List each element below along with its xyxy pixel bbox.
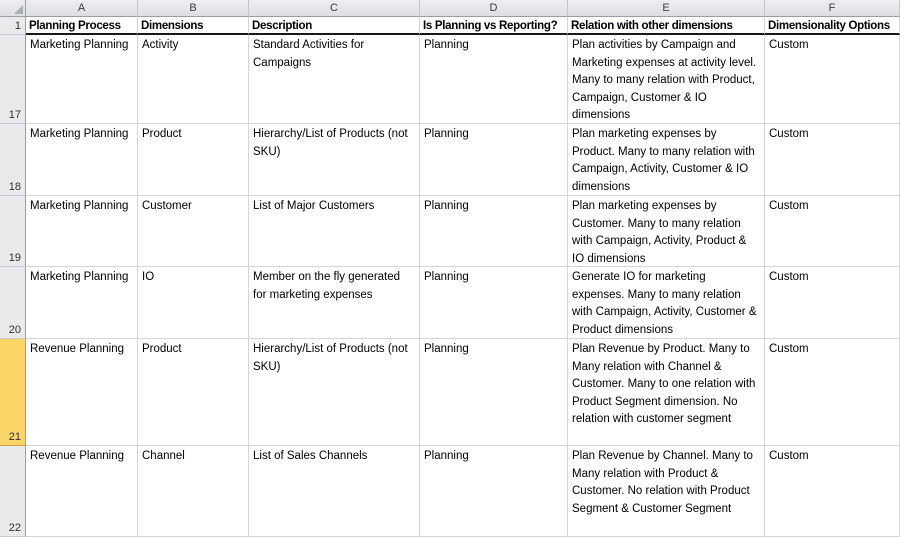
cell-f1-dimensionality-options[interactable]: Dimensionality Options bbox=[765, 17, 900, 35]
row-header-1[interactable]: 1 bbox=[0, 17, 26, 35]
cell-e22[interactable]: Plan Revenue by Channel. Many to Many relation with Product & Customer. No relation with Product Segment & Customer Segment bbox=[568, 446, 765, 537]
column-header-e[interactable]: E bbox=[568, 0, 765, 17]
row-header-19[interactable]: 19 bbox=[0, 196, 26, 267]
cell-d20[interactable]: Planning bbox=[420, 267, 568, 339]
cell-a20[interactable]: Marketing Planning bbox=[26, 267, 138, 339]
cell-c17[interactable]: Standard Activities for Campaigns bbox=[249, 35, 420, 124]
cell-d17[interactable]: Planning bbox=[420, 35, 568, 124]
cell-c1-description[interactable]: Description bbox=[249, 17, 420, 35]
cell-d22[interactable]: Planning bbox=[420, 446, 568, 537]
cell-e20[interactable]: Generate IO for marketing expenses. Many to many relation with Campaign, Activity, Customer & Product dimensions bbox=[568, 267, 765, 339]
select-all-triangle-icon bbox=[14, 5, 23, 14]
cell-d21[interactable]: Planning bbox=[420, 339, 568, 446]
cell-b17[interactable]: Activity bbox=[138, 35, 249, 124]
cell-c19[interactable]: List of Major Customers bbox=[249, 196, 420, 267]
row-header-22[interactable]: 22 bbox=[0, 446, 26, 537]
cell-e18[interactable]: Plan marketing expenses by Product. Many to many relation with Campaign, Activity, Customer & IO dimensions bbox=[568, 124, 765, 196]
cell-b18[interactable]: Product bbox=[138, 124, 249, 196]
row-header-21-selected[interactable]: 21 bbox=[0, 339, 26, 446]
cell-e1-relation[interactable]: Relation with other dimensions bbox=[568, 17, 765, 35]
cell-a21[interactable]: Revenue Planning bbox=[26, 339, 138, 446]
cell-e19[interactable]: Plan marketing expenses by Customer. Many to many relation with Campaign, Activity, Product & IO dimensions bbox=[568, 196, 765, 267]
cell-b1-dimensions[interactable]: Dimensions bbox=[138, 17, 249, 35]
cell-e21[interactable]: Plan Revenue by Product. Many to Many relation with Channel & Customer. Many to one relation with Product Segment dimension. No relation with customer segment bbox=[568, 339, 765, 446]
cell-d19[interactable]: Planning bbox=[420, 196, 568, 267]
cell-a22[interactable]: Revenue Planning bbox=[26, 446, 138, 537]
cell-b22[interactable]: Channel bbox=[138, 446, 249, 537]
cell-b20[interactable]: IO bbox=[138, 267, 249, 339]
cell-a17[interactable]: Marketing Planning bbox=[26, 35, 138, 124]
cell-b21[interactable]: Product bbox=[138, 339, 249, 446]
cell-b19[interactable]: Customer bbox=[138, 196, 249, 267]
cell-f18[interactable]: Custom bbox=[765, 124, 900, 196]
cell-f20[interactable]: Custom bbox=[765, 267, 900, 339]
cell-e17[interactable]: Plan activities by Campaign and Marketing expenses at activity level. Many to many relation with Product, Campaign, Customer & IO dimensions bbox=[568, 35, 765, 124]
column-header-d[interactable]: D bbox=[420, 0, 568, 17]
column-header-f[interactable]: F bbox=[765, 0, 900, 17]
cell-c22[interactable]: List of Sales Channels bbox=[249, 446, 420, 537]
cell-f21[interactable]: Custom bbox=[765, 339, 900, 446]
select-all-corner[interactable] bbox=[0, 0, 26, 17]
column-header-a[interactable]: A bbox=[26, 0, 138, 17]
row-header-17[interactable]: 17 bbox=[0, 35, 26, 124]
cell-f22[interactable]: Custom bbox=[765, 446, 900, 537]
cell-c21[interactable]: Hierarchy/List of Products (not SKU) bbox=[249, 339, 420, 446]
column-header-c[interactable]: C bbox=[249, 0, 420, 17]
cell-f17[interactable]: Custom bbox=[765, 35, 900, 124]
cell-d1-planning-vs-reporting[interactable]: Is Planning vs Reporting? bbox=[420, 17, 568, 35]
row-header-18[interactable]: 18 bbox=[0, 124, 26, 196]
cell-a18[interactable]: Marketing Planning bbox=[26, 124, 138, 196]
cell-f19[interactable]: Custom bbox=[765, 196, 900, 267]
cell-d18[interactable]: Planning bbox=[420, 124, 568, 196]
row-header-20[interactable]: 20 bbox=[0, 267, 26, 339]
cell-a1-planning-process[interactable]: Planning Process bbox=[26, 17, 138, 35]
cell-c20[interactable]: Member on the fly generated for marketing expenses bbox=[249, 267, 420, 339]
column-header-b[interactable]: B bbox=[138, 0, 249, 17]
cell-a19[interactable]: Marketing Planning bbox=[26, 196, 138, 267]
cell-c18[interactable]: Hierarchy/List of Products (not SKU) bbox=[249, 124, 420, 196]
